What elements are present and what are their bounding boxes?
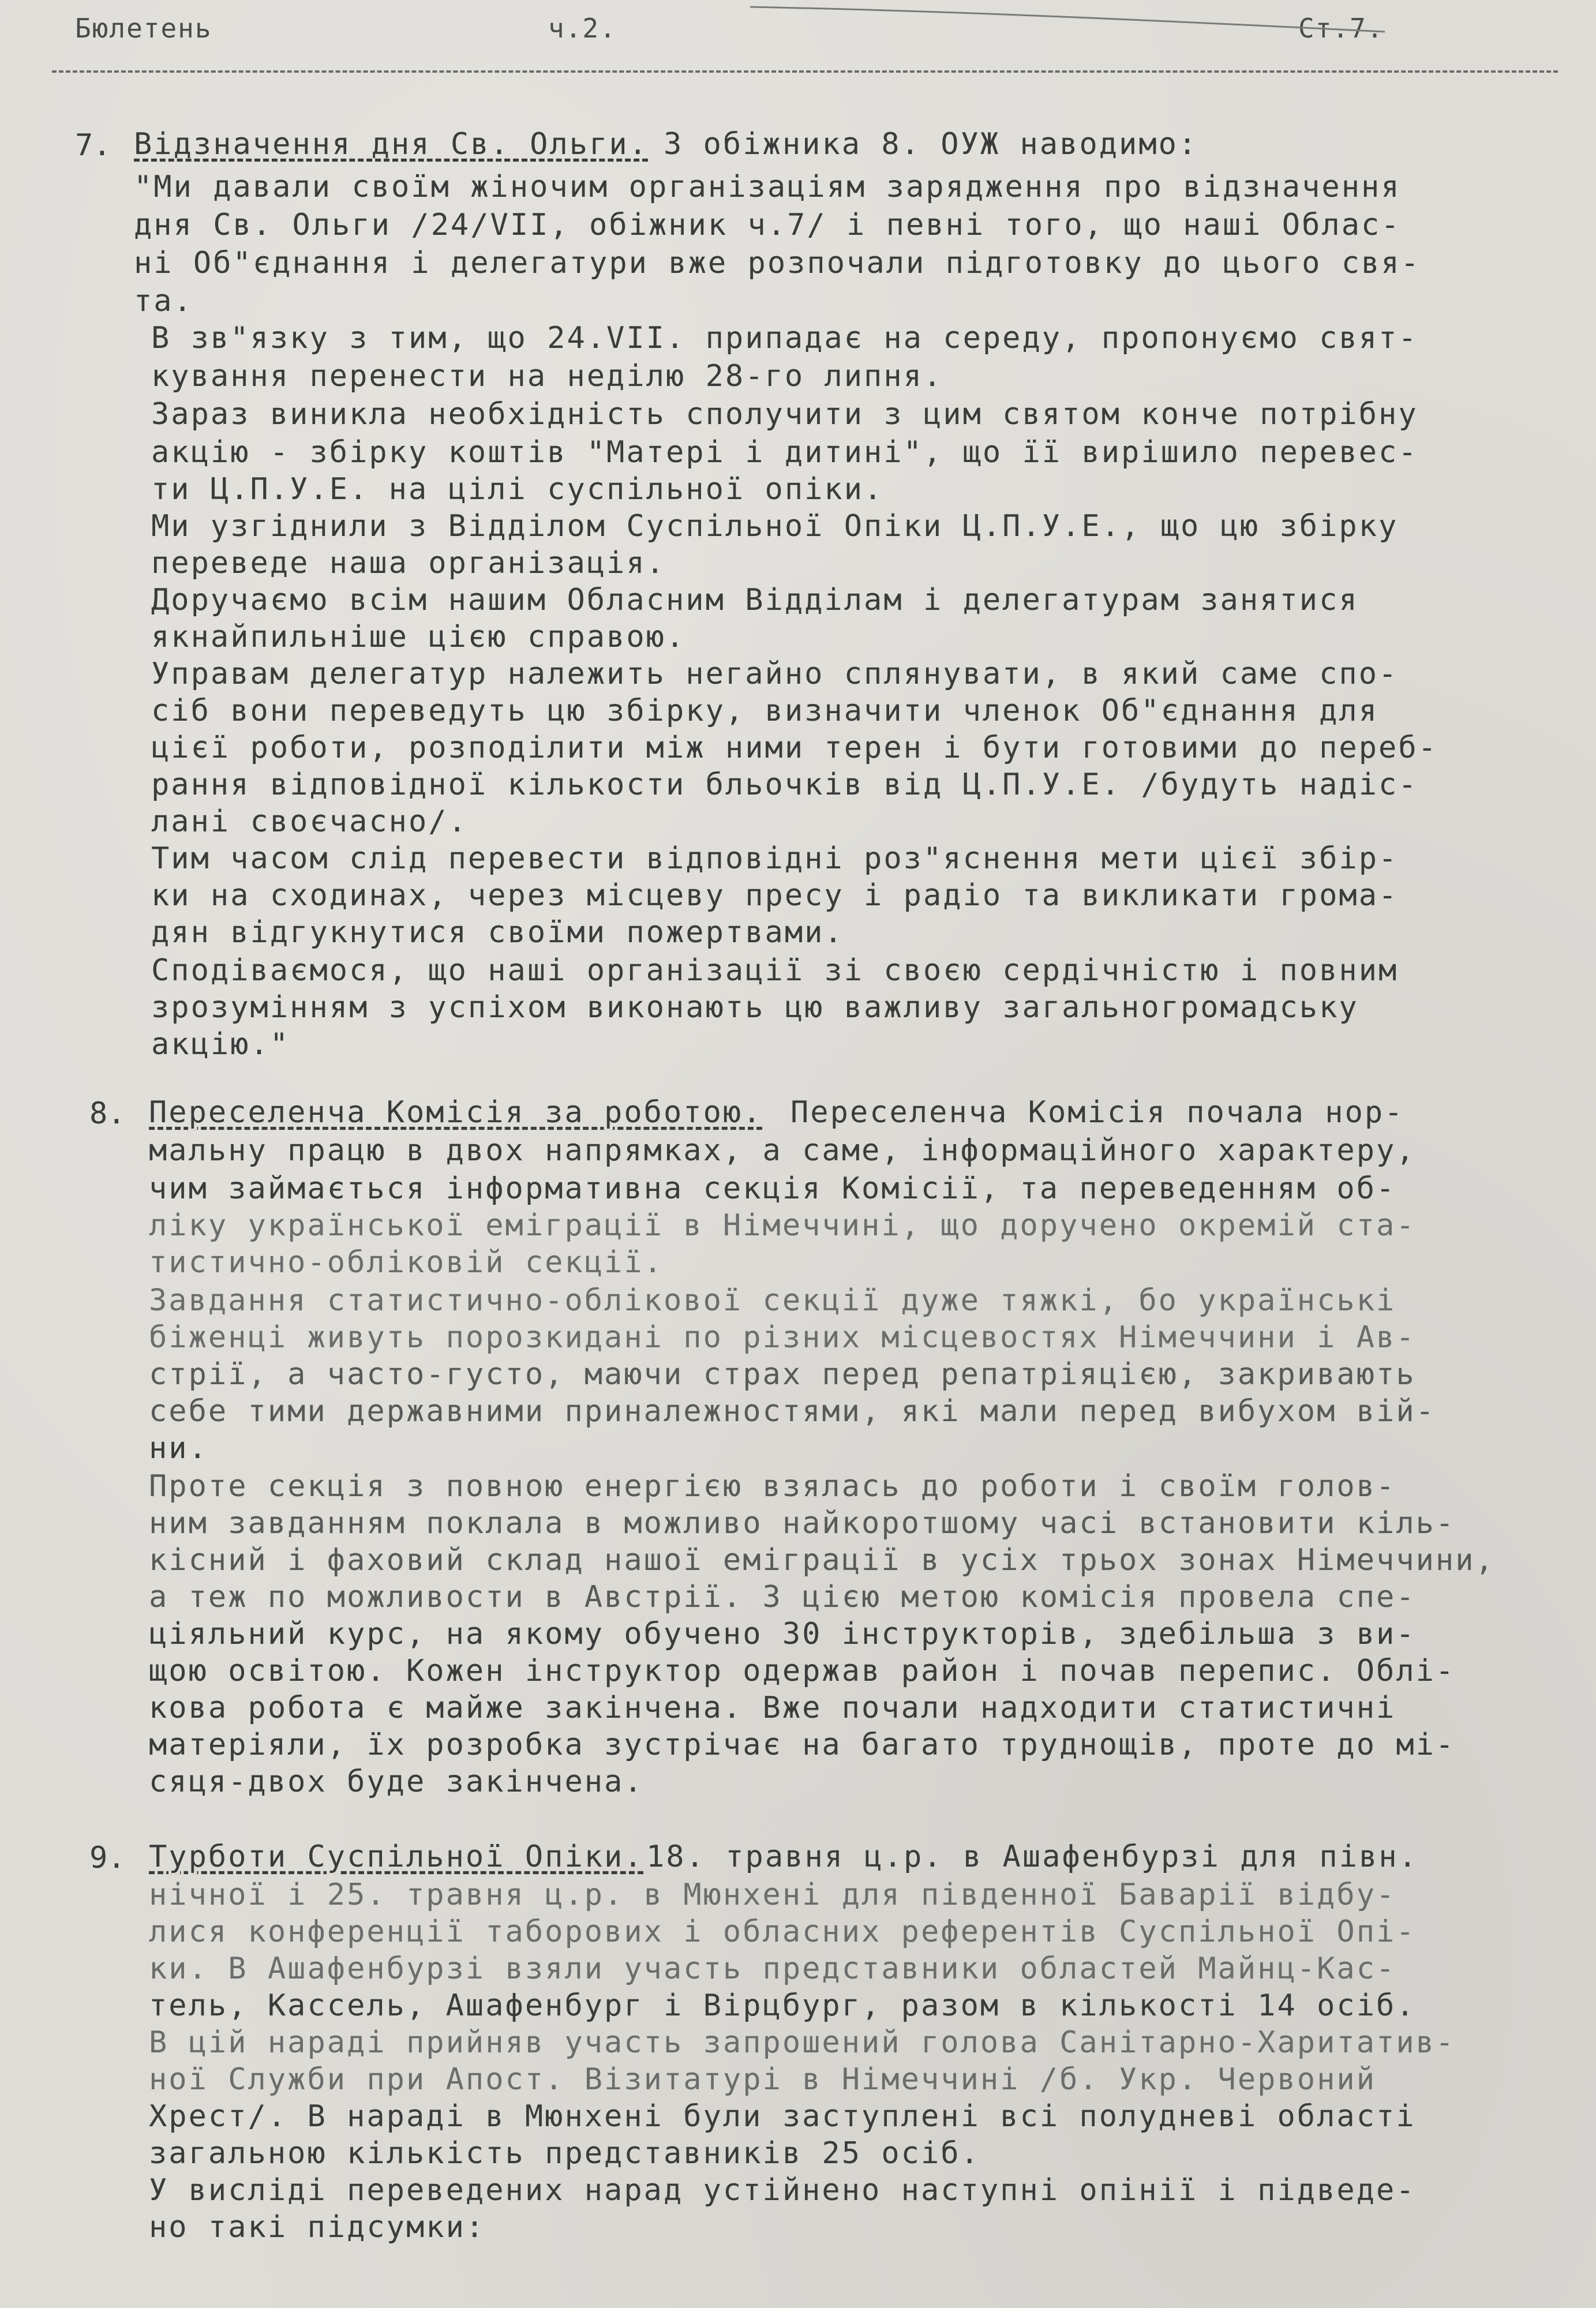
- section-line: кісний і фаховий склад нашої еміграції в усіх трьох зонах Німеччини,: [149, 1543, 1495, 1578]
- section-line: якнайпильніше цією справою.: [151, 620, 686, 654]
- section-line: Переселенча Комісія почала нор-: [790, 1095, 1404, 1130]
- section-line: дня Св. Ольги /24/VII, обіжник ч.7/ і певні того, що наші Облас-: [134, 208, 1401, 242]
- section-line: а теж по можливости в Австрії. З цією метою комісія провела спе-: [149, 1580, 1416, 1614]
- section-line: та.: [134, 284, 193, 319]
- section-line: акцію - збірку коштів "Матері і дитині", що її вирішило перевес-: [151, 435, 1418, 470]
- bulletin-title: Бюлетень: [75, 13, 212, 44]
- page-header: [0, 0, 1596, 81]
- section-line: кування перенести на неділю 28-го липня.: [151, 359, 943, 394]
- section-line: загальною кількість представників 25 осіб.: [149, 2136, 980, 2171]
- section-line: зрозумінням з успіхом виконають цю важливу загальногромадську: [151, 990, 1359, 1025]
- header-divider: [52, 70, 1558, 73]
- section-line: лані своєчасно/.: [151, 804, 468, 839]
- pen-stroke-mark: [750, 0, 1385, 35]
- section-line: переведе наша організація.: [151, 546, 666, 580]
- section-line: "Ми давали своїм жіночим організаціям зарядження про відзначення: [134, 170, 1401, 204]
- section-line: тель, Кассель, Ашафенбург і Вірцбург, разом в кількості 14 осіб.: [149, 1988, 1416, 2023]
- section-line: тистично-обліковій секції.: [149, 1245, 664, 1280]
- section-line: Сподіваємося, що наші організації зі своєю сердічністю і повним: [151, 953, 1399, 988]
- section-line: Хрест/. В нараді в Мюнхені були заступлені всі полудневі області: [149, 2099, 1416, 2134]
- section-line: сіб вони переведуть цю збірку, визначити членок Об"єднання для: [151, 694, 1379, 728]
- section-title: Відзначення дня Св. Ольги.: [134, 127, 649, 162]
- section-line: У висліді переведених нарад устійнено наступні опінії і підведе-: [149, 2173, 1416, 2208]
- section-line: но такі підсумки:: [149, 2210, 486, 2245]
- section-line: ні Об"єднання і делегатури вже розпочали підготовку до цього свя-: [134, 246, 1421, 280]
- section-line: себе тими державними приналежностями, які мали перед вибухом вій-: [149, 1394, 1436, 1429]
- section-line: ної Служби при Апост. Візитатурі в Німеччині /б. Укр. Червоний: [149, 2062, 1377, 2097]
- section-line: щою освітою. Кожен інструктор одержав район і почав перепис. Облі-: [149, 1654, 1456, 1688]
- section-line: біженці живуть порозкидані по різних місцевостях Німеччини і Ав-: [149, 1320, 1416, 1355]
- section-line: матеріяли, їх розробка зустрічає на багато труднощів, проте до мі-: [149, 1728, 1456, 1762]
- section-line: ни.: [149, 1431, 208, 1466]
- section-line: Проте секція з повною енергією взялась до роботи і своїм голов-: [149, 1469, 1396, 1504]
- issue-number: ч.2.: [548, 13, 617, 44]
- section-line: В цій нараді прийняв участь запрошений голова Санітарно-Харитатив-: [149, 2025, 1456, 2060]
- section-line: мальну працю в двох напрямках, а саме, інформаційного характеру,: [149, 1133, 1416, 1168]
- section-line: Доручаємо всім нашим Обласним Відділам і делегатурам занятися: [151, 583, 1359, 617]
- section-line: ки. В Ашафенбурзі взяли участь представники областей Майнц-Кас-: [149, 1951, 1396, 1986]
- section-number: 7.: [75, 128, 111, 163]
- section-line: акцію.": [151, 1027, 290, 1062]
- section-line: 18. травня ц.р. в Ашафенбурзі для півн.: [646, 1839, 1418, 1874]
- section-line: ціяльний курс, на якому обучено 30 інструкторів, здебільша з ви-: [149, 1617, 1416, 1651]
- section-line: Завдання статистично-облікової секції дуже тяжкі, бо українські: [149, 1283, 1396, 1318]
- section-line: ліку української еміграції в Німеччині, що доручено окремій ста-: [149, 1208, 1416, 1243]
- section-line: ти Ц.П.У.Е. на цілі суспільної опіки.: [151, 472, 884, 507]
- section-line: Тим часом слід перевести відповідні роз"яснення мети цієї збір-: [151, 841, 1399, 876]
- section-line: нічної і 25. травня ц.р. в Мюнхені для південної Баварії відбу-: [149, 1878, 1396, 1912]
- section-line: чим займається інформативна секція Комісії, та переведенням об-: [149, 1171, 1396, 1206]
- section-line: Зараз виникла необхідність сполучити з цим святом конче потрібну: [151, 397, 1418, 432]
- section-line: цієї роботи, розподілити між ними терен і бути готовими до переб-: [151, 730, 1438, 765]
- section-title: Турботи Суспільної Опіки.: [149, 1839, 644, 1874]
- section-line: В зв"язку з тим, що 24.VII. припадає на середу, пропонуємо свят-: [151, 321, 1418, 355]
- section-line: З обіжника 8. ОУЖ наводимо:: [664, 127, 1198, 162]
- section-line: сяця-двох буде закінчена.: [149, 1764, 644, 1799]
- section-line: Ми узгіднили з Відділом Суспільної Опіки Ц.П.У.Е., що цю збірку: [151, 509, 1399, 544]
- section-line: лися конференції таборових і обласних референтів Суспільної Опі-: [149, 1914, 1416, 1949]
- section-line: ки на сходинах, через місцеву пресу і радіо та викликати грома-: [151, 878, 1399, 913]
- section-number: 8.: [89, 1096, 126, 1131]
- section-line: стрії, а часто-густо, маючи страх перед репатріяцією, закривають: [149, 1357, 1416, 1392]
- section-title: Переселенча Комісія за роботою.: [149, 1095, 763, 1130]
- section-line: дян відгукнутися своїми пожертвами.: [151, 915, 844, 950]
- section-line: кова робота є майже закінчена. Вже почали надходити статистичні: [149, 1691, 1396, 1725]
- section-line: ним завданням поклала в можливо найкоротшому часі встановити кіль-: [149, 1506, 1456, 1541]
- section-line: рання відповідної кількости бльочків від Ц.П.У.Е. /будуть надіс-: [151, 767, 1418, 802]
- section-number: 9.: [89, 1841, 126, 1875]
- page-number: Ст.7.: [1298, 13, 1384, 44]
- section-line: Управам делегатур належить негайно сплянувати, в який саме спо-: [151, 657, 1399, 691]
